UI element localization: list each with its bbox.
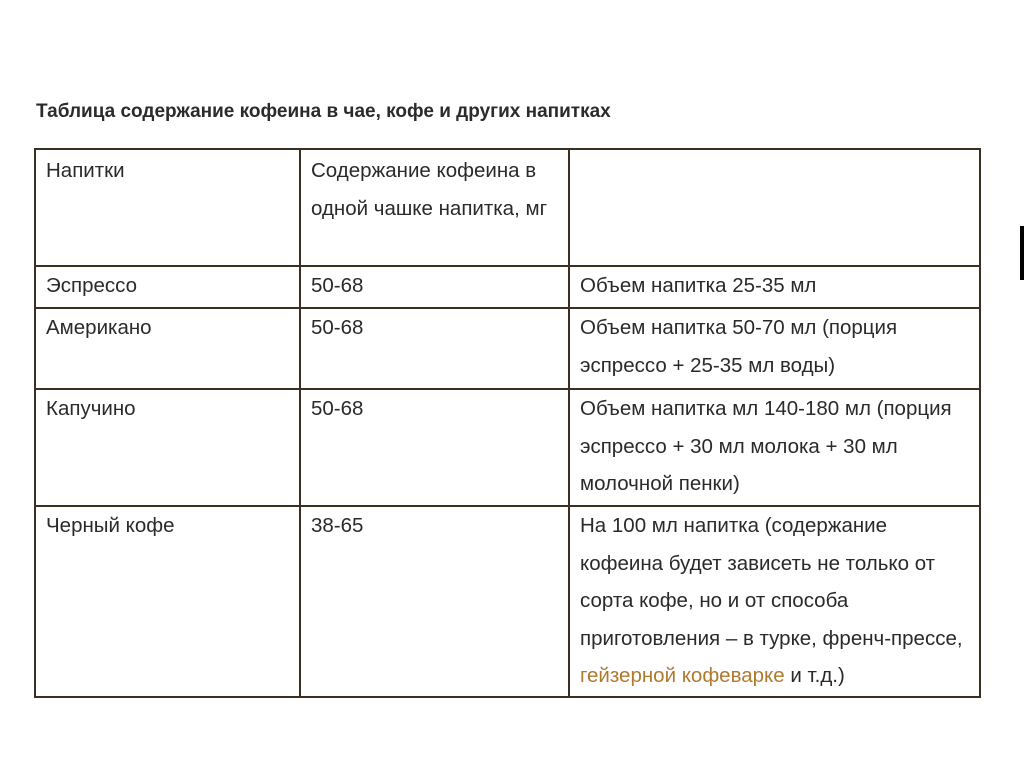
caffeine-cell: [300, 266, 569, 308]
table-row: [35, 308, 980, 389]
drink-cell: [35, 506, 300, 697]
caffeine-cell: [300, 389, 569, 506]
table-row: [35, 389, 980, 506]
table-title: Таблица содержание кофеина в чае, кофе и других напитках: [36, 101, 611, 122]
note-cell: [569, 266, 980, 308]
note-text: Объем напитка 25-35 мл: [580, 274, 817, 297]
drink-cell: [35, 266, 300, 308]
note-text: Объем напитка 50-70 мл (порция эспрессо + 25-35 мл воды): [580, 316, 898, 377]
caffeine-value: 38-65: [311, 514, 364, 537]
note-cell: [569, 506, 980, 697]
header-cell-notes: [569, 149, 980, 266]
drink-cell: [35, 389, 300, 506]
geyser-coffee-maker-link[interactable]: гейзерной кофеварке: [580, 664, 785, 687]
note-cell: [569, 389, 980, 506]
header-cell-drinks: [35, 149, 300, 266]
scrollbar-thumb[interactable]: [1020, 226, 1024, 280]
caffeine-value: 50-68: [311, 316, 364, 339]
table-row: [35, 266, 980, 308]
caffeine-value: 50-68: [311, 397, 364, 420]
note-text-end: и т.д.): [790, 664, 845, 687]
drink-name: Американо: [46, 316, 152, 339]
drink-name: Черный кофе: [46, 514, 175, 537]
caffeine-value: 50-68: [311, 274, 364, 297]
header-caffeine-text: Содержание кофеина в одной чашке напитка, мг: [311, 159, 548, 220]
caffeine-cell: [300, 506, 569, 697]
caffeine-cell: [300, 308, 569, 389]
table-row: [35, 506, 980, 697]
header-cell-caffeine: [300, 149, 569, 266]
note-text: На 100 мл напитка (содержание кофеина будет зависеть не только от сорта кофе, но и от способа приготовления – в турке, френч-прессе,: [580, 514, 963, 650]
drink-name: Эспрессо: [46, 274, 138, 297]
drink-name: Капучино: [46, 397, 136, 420]
drink-cell: [35, 308, 300, 389]
table-header-row: [35, 149, 980, 266]
note-cell: [569, 308, 980, 389]
header-drinks-text: Напитки: [46, 159, 125, 182]
note-text: Объем напитка мл 140-180 мл (порция эспрессо + 30 мл молока + 30 мл молочной пенки): [580, 397, 952, 495]
caffeine-table: [34, 148, 981, 698]
